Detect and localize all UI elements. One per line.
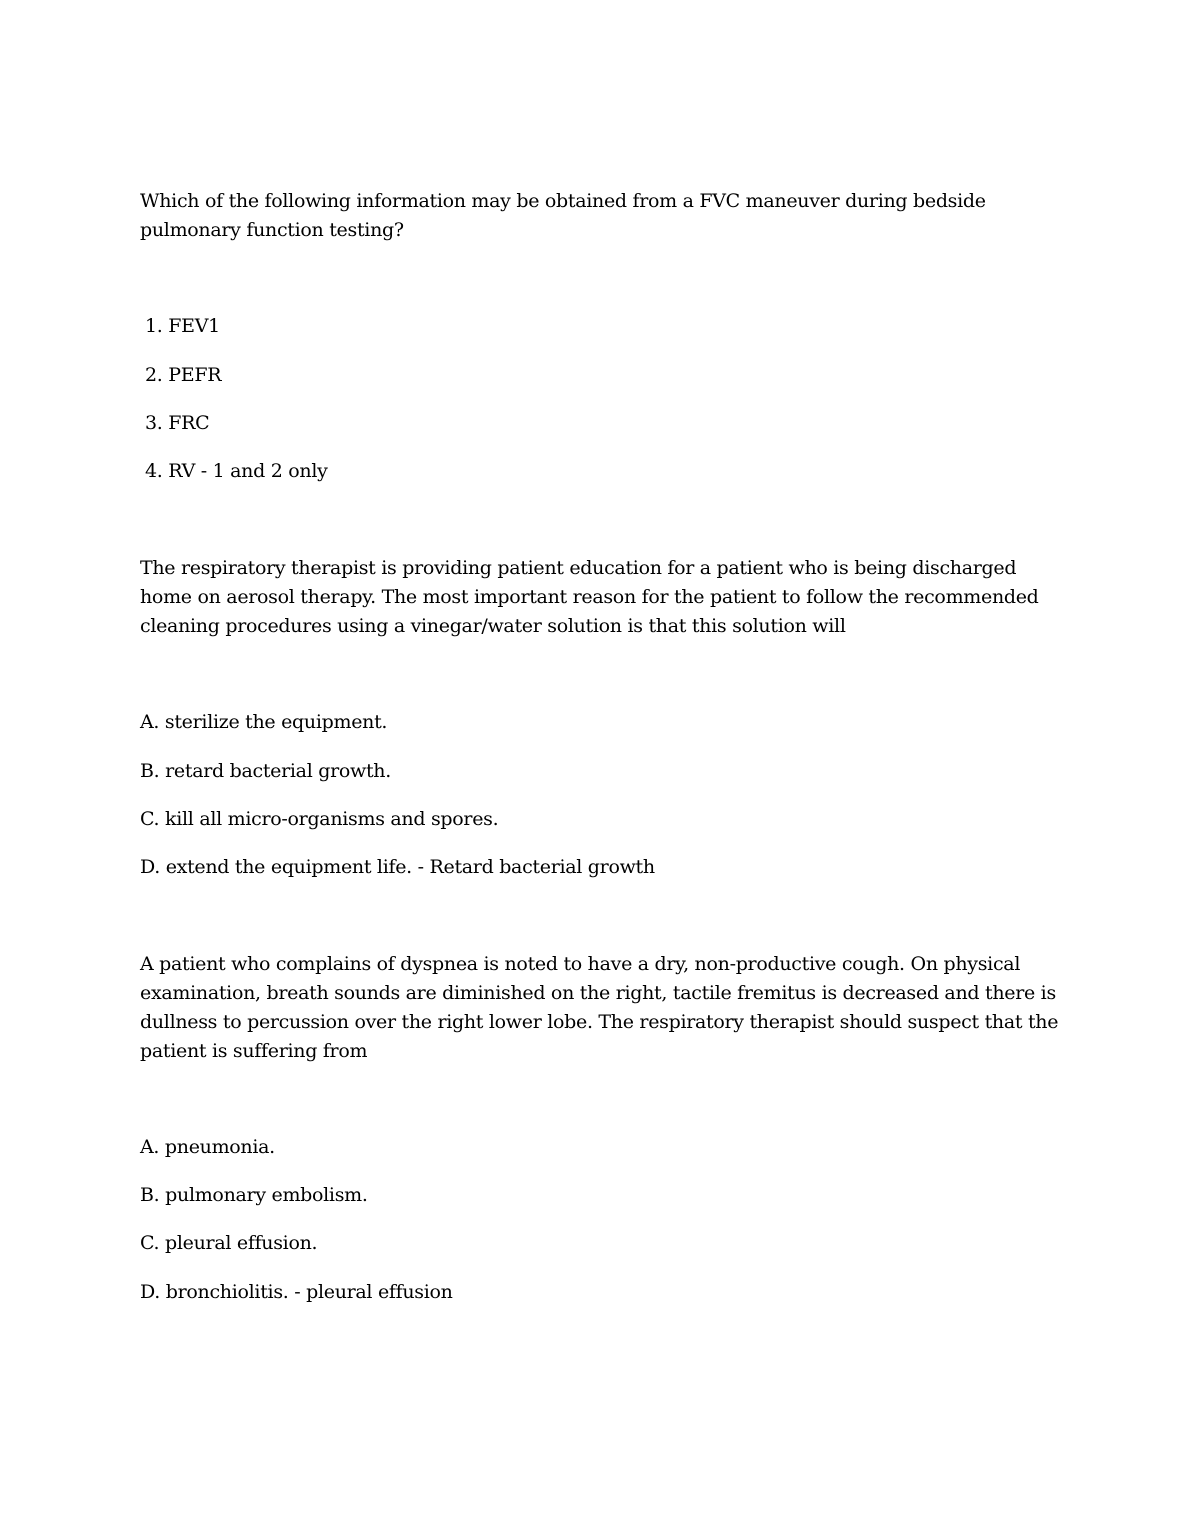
question-2-option-b: B. retard bacterial growth.	[140, 760, 391, 782]
question-3-text: A patient who complains of dyspnea is noted to have a dry, non-productive cough. On physical examination, breath sounds are diminished on the right, tactile fremitus is decreased and there is dullness to percussion over the right lower lobe. The respiratory therapist should suspect that the patient is suffering from	[140, 953, 1059, 1062]
question-2-option-d: D. extend the equipment life. - Retard bacterial growth	[140, 856, 655, 878]
question-2-text: The respiratory therapist is providing patient education for a patient who is being discharged home on aerosol therapy. The most important reason for the patient to follow the recommended cleaning procedures using a vinegar/water solution is that this solution will	[140, 557, 1039, 637]
question-2-option-a: A. sterilize the equipment.	[140, 711, 388, 733]
question-1-option-4: 4. RV - 1 and 2 only	[145, 460, 328, 482]
question-1-option-2: 2. PEFR	[145, 364, 222, 386]
question-3-option-c: C. pleural effusion.	[140, 1232, 318, 1254]
question-1-option-3: 3. FRC	[145, 412, 210, 434]
question-2-option-c: C. kill all micro-organisms and spores.	[140, 808, 499, 830]
question-1-option-1: 1. FEV1	[145, 315, 220, 337]
question-3-option-b: B. pulmonary embolism.	[140, 1184, 368, 1206]
question-3-option-d: D. bronchiolitis. - pleural effusion	[140, 1281, 453, 1303]
question-1-text: Which of the following information may be obtained from a FVC maneuver during bedside pulmonary function testing?	[140, 190, 986, 241]
question-3-option-a: A. pneumonia.	[140, 1136, 275, 1158]
